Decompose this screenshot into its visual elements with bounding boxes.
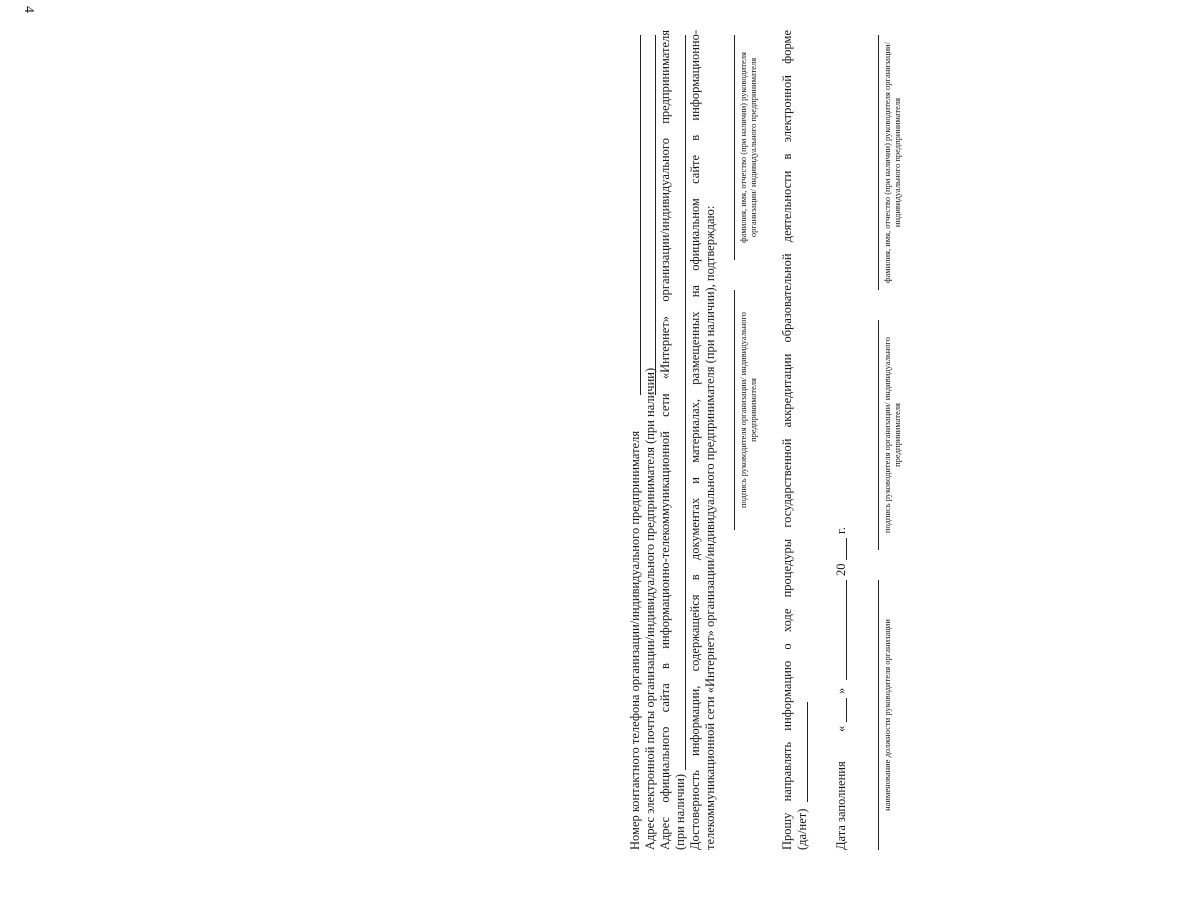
phone-fill-line[interactable]	[640, 35, 641, 395]
request-text-line2: (да/нет)	[795, 808, 809, 850]
confirmation-text-line2: телекоммуникационной сети «Интернет» организации/индивидуального предпринимателя (при наличии), подтверждаю:	[703, 205, 717, 850]
website-label-note: (при наличии)	[673, 773, 687, 850]
form-sheet	[620, 30, 1180, 850]
position-caption: наименование должности руководителя организации	[882, 619, 892, 811]
confirmation-name-line[interactable]	[734, 35, 735, 260]
footer-signature-line[interactable]	[878, 320, 879, 550]
confirmation-name-caption: фамилия, имя, отчество (при наличии) руководителя организации/ индивидуального предпринимателя	[738, 52, 758, 243]
page-number: 4	[21, 6, 36, 13]
date-label: Дата заполнения	[834, 761, 848, 850]
date-year-line[interactable]	[846, 538, 847, 560]
footer-signature-caption: подпись руководителя организации/ индивидуального предпринимателя	[882, 336, 902, 534]
date-year-prefix: 20	[834, 563, 848, 576]
request-answer-line[interactable]	[807, 702, 808, 802]
website-fill-line[interactable]	[685, 35, 686, 770]
email-label: Адрес электронной почты организации/индивидуального предпринимателя (при наличии)	[643, 367, 657, 850]
position-line[interactable]	[878, 580, 879, 850]
date-quote-close: »	[834, 687, 848, 694]
phone-label: Номер контактного телефона организации/индивидуального предпринимателя	[628, 430, 642, 850]
confirmation-signature-line[interactable]	[734, 290, 735, 530]
footer-name-caption: фамилия, имя, отчество (при наличии) руководителя организации/индивидуального предпринимателя	[882, 42, 902, 283]
confirmation-text-line1: Достоверность информации, содержащейся в документах и материалах, размещенных на официальном сайте в информационно-	[688, 30, 702, 850]
date-year-suffix: г.	[834, 527, 848, 534]
date-quote-open: «	[834, 725, 848, 732]
email-fill-line[interactable]	[655, 35, 656, 395]
website-label: Адрес официального сайта в информационно-телекоммуникационной сети «Интернет» организации/индивидуального предпринимателя	[658, 30, 672, 850]
date-month-line[interactable]	[846, 580, 847, 680]
request-text-line1: Прошу направлять информацию о ходе процедуры государственной аккредитации образовательной деятельности в электронной форме	[780, 30, 794, 850]
confirmation-signature-caption: подпись руководителя организации/ индивидуального предпринимателя	[738, 311, 758, 509]
date-day-line[interactable]	[846, 698, 847, 722]
footer-name-line[interactable]	[878, 35, 879, 290]
